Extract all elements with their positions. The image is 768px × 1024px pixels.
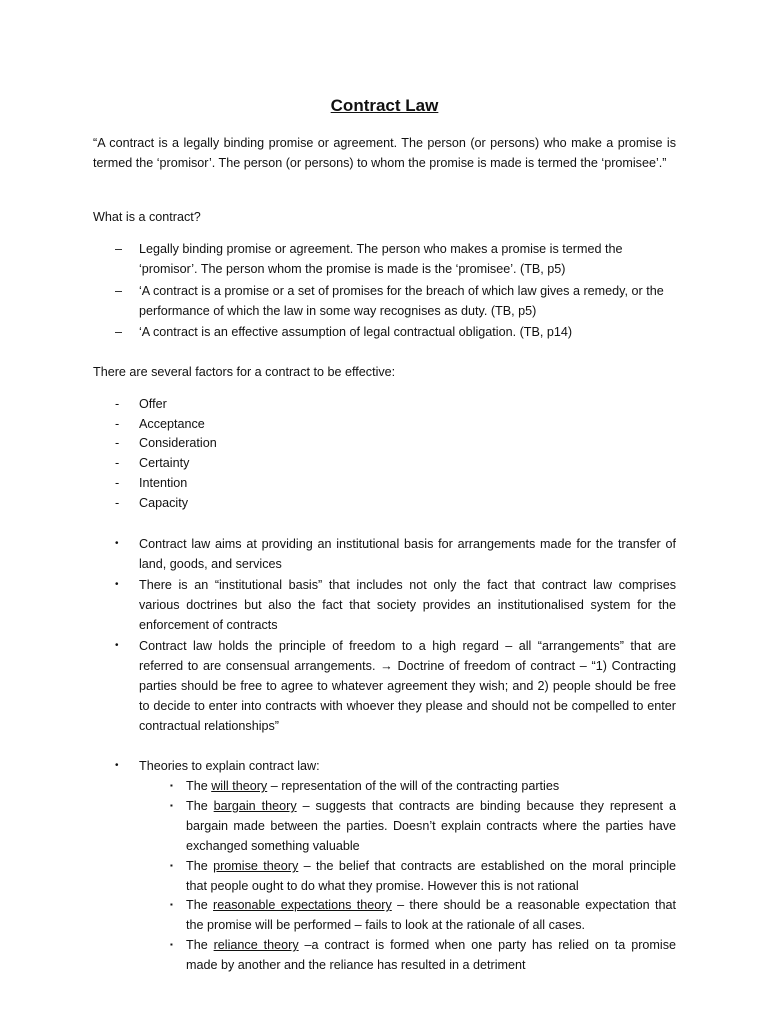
dash-marker: – [115, 242, 123, 256]
square-bullet-marker: ▪ [170, 781, 173, 790]
theory-prefix: The [186, 799, 214, 813]
hyphen-marker: - [115, 417, 120, 431]
theory-prefix: The [186, 938, 214, 952]
definition-text: ‘A contract is a promise or a set of promises for the breach of which law gives a remedy, or the performance of which the law in some way recognises as duty. (TB, p5) [139, 284, 664, 318]
factor-text: Offer [139, 397, 167, 411]
theory-term: will theory [211, 779, 268, 793]
hyphen-marker: - [115, 397, 120, 411]
theory-term: promise theory [213, 859, 299, 873]
factor-text: Acceptance [139, 417, 205, 431]
bullet-text: Contract law holds the principle of freedom to a high regard – all “arrangements” that are referred to are consensual arrangements. → Doctrine of freedom of contract – “1) Contracting parties should be free to agree to whatever agreement they wish; and 2) people should be free to decide to enter into contracts with whoever they please and should not be compelled to enter contractual relationships” [139, 639, 676, 733]
hyphen-marker: - [115, 496, 120, 510]
bullet-marker: • [115, 640, 119, 651]
intro-quote: “A contract is a legally binding promise or agreement. The person (or persons) who make a promise is termed the ‘promisor’. The person (or persons) to whom the promise is made is termed the ‘promisee’.” [93, 136, 676, 170]
theory-term: reasonable expectations theory [213, 898, 392, 912]
section-question: What is a contract? [93, 210, 201, 224]
square-bullet-marker: ▪ [170, 801, 173, 810]
dash-marker: – [115, 284, 123, 298]
theory-description: – there should be a reasonable expectation that the promise will be performed – fails to look at the rationale of all cases. [186, 898, 677, 932]
bullet-marker: • [115, 538, 119, 549]
bullet-text: Contract law aims at providing an institutional basis for arrangements made for the transfer of land, goods, and services [139, 537, 676, 571]
square-bullet-marker: ▪ [170, 940, 173, 949]
theory-description: – suggests that contracts are binding because they represent a bargain made between the parties. Doesn’t explain contracts where the parties have exchanged something valuable [186, 799, 677, 853]
factor-text: Certainty [139, 456, 190, 470]
definition-text: Legally binding promise or agreement. The person who makes a promise is termed the ‘promisor’. The person whom the promise is made is the ‘promisee’. (TB, p5) [139, 242, 623, 276]
square-bullet-marker: ▪ [170, 900, 173, 909]
square-bullet-marker: ▪ [170, 861, 173, 870]
factor-text: Consideration [139, 436, 217, 450]
definition-text: ‘A contract is an effective assumption of legal contractual obligation. (TB, p14) [139, 325, 573, 339]
bullet-marker: • [115, 760, 119, 771]
factors-intro: There are several factors for a contract to be effective: [93, 365, 396, 379]
hyphen-marker: - [115, 436, 120, 450]
theory-description: – representation of the will of the contracting parties [267, 779, 560, 793]
document-title: Contract Law [330, 96, 439, 115]
hyphen-marker: - [115, 456, 120, 470]
bullet-marker: • [115, 579, 119, 590]
dash-marker: – [115, 325, 123, 339]
theory-term: bargain theory [213, 799, 297, 813]
bullet-text: There is an “institutional basis” that includes not only the fact that contract law comprises various doctrines but also the fact that society provides an institutionalised system for the enforcement of contracts [139, 578, 676, 632]
factor-text: Capacity [139, 496, 188, 510]
theory-prefix: The [186, 779, 212, 793]
theory-term: reliance theory [213, 938, 299, 952]
hyphen-marker: - [115, 476, 120, 490]
theory-description: –a contract is formed when one party has relied on ta promise made by another and the reliance has resulted in a detriment [186, 938, 677, 972]
theories-heading-text: Theories to explain contract law: [139, 759, 320, 773]
theory-description: – the belief that contracts are established on the moral principle that people ought to do what they promise. However this is not rational [186, 859, 677, 893]
theory-prefix: The [186, 859, 214, 873]
theory-prefix: The [186, 898, 214, 912]
factor-text: Intention [139, 476, 188, 490]
